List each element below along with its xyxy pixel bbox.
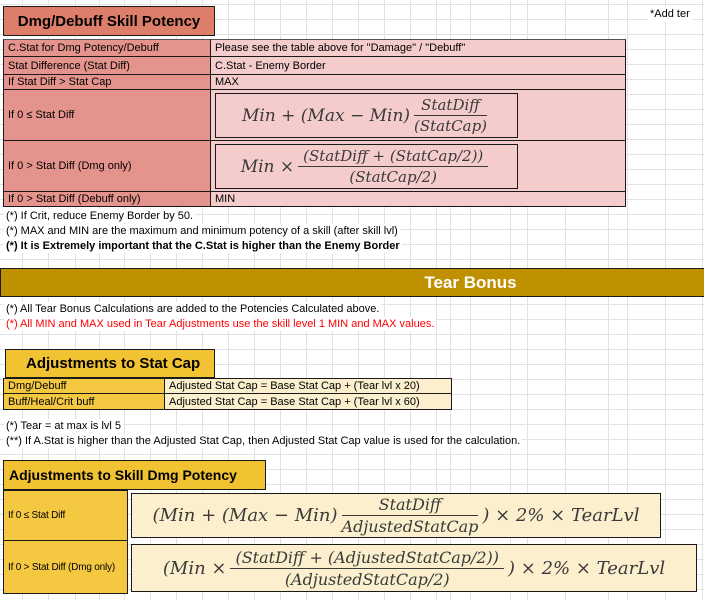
formula-adjusted-0-le-statdiff[interactable] <box>131 493 661 538</box>
cell-label-adj-if-0-gt-statdiff[interactable]: If 0 > Stat Diff (Dmg only) <box>3 541 128 594</box>
formula-prefix: (Min × <box>162 557 227 579</box>
cell-value-statdiff-gt-statcap[interactable]: MAX <box>211 75 626 90</box>
cell-label-statdiff-gt-statcap[interactable]: If Stat Diff > Stat Cap <box>3 75 211 90</box>
cell-value-adjusted-cap-60[interactable]: Adjusted Stat Cap = Base Stat Cap + (Tear lvl x 60) <box>165 394 452 410</box>
formula-adjusted-0-gt-statdiff[interactable] <box>131 544 697 592</box>
section-header-adjustments-stat-cap[interactable]: Adjustments to Stat Cap <box>5 349 215 378</box>
cell-note-add-tear[interactable]: *Add ter <box>650 8 690 20</box>
formula-suffix: ) × 2% × TearLvl <box>508 557 666 579</box>
note-tear-min-max-red[interactable]: (*) All MIN and MAX used in Tear Adjustments use the skill level 1 MIN and MAX values. <box>6 318 435 330</box>
cell-label-adj-if-0-le-statdiff[interactable]: If 0 ≤ Stat Diff <box>3 490 128 541</box>
formula-fraction: $\frac{\text{StatDiff}}{\text{AdjustedStatCap}}$ <box>341 495 479 536</box>
formula-fraction: $\frac{\text{(StatDiff + (AdjustedStatCap/2))}}{\text{(AdjustedStatCap/2)}}$ <box>230 548 504 589</box>
cell-value-adjusted-cap-20[interactable]: Adjusted Stat Cap = Base Stat Cap + (Tear lvl x 20) <box>165 378 452 394</box>
cell-label-if-0-gt-statdiff-debuff[interactable]: If 0 > Stat Diff (Debuff only) <box>3 192 211 207</box>
formula-potency-0-gt-statdiff[interactable] <box>215 144 518 189</box>
cell-label-if-0-le-statdiff[interactable]: If 0 ≤ Stat Diff <box>3 90 211 141</box>
section-header-dmg-debuff-skill-potency[interactable]: Dmg/Debuff Skill Potency <box>3 6 215 36</box>
note-cstat-importance[interactable]: (*) It is Extremely important that the C.Stat is higher than the Enemy Border <box>6 240 400 252</box>
cell-label-cstat-for-dmg[interactable]: C.Stat for Dmg Potency/Debuff <box>3 39 211 57</box>
section-header-adjustments-skill-dmg[interactable]: Adjustments to Skill Dmg Potency <box>3 460 266 490</box>
cell-label-if-0-gt-statdiff-dmg[interactable]: If 0 > Stat Diff (Dmg only) <box>3 141 211 192</box>
cell-value-if-0-gt-statdiff-debuff[interactable]: MIN <box>211 192 626 207</box>
cell-label-stat-difference[interactable]: Stat Difference (Stat Diff) <box>3 57 211 75</box>
formula-potency-0-le-statdiff[interactable] <box>215 93 518 138</box>
note-crit-enemy-border[interactable]: (*) If Crit, reduce Enemy Border by 50. <box>6 210 194 222</box>
section-header-tear-bonus[interactable]: Tear Bonus <box>0 268 704 297</box>
cell-label-dmg-debuff[interactable]: Dmg/Debuff <box>3 378 165 394</box>
formula-prefix: Min + (Max − Min) <box>241 105 411 126</box>
formula-prefix: (Min + (Max − Min) <box>152 505 338 526</box>
note-astat-higher[interactable]: (**) If A.Stat is higher than the Adjusted Stat Cap, then Adjusted Stat Cap value is used for the calculation. <box>6 435 521 447</box>
note-tear-bonus-added[interactable]: (*) All Tear Bonus Calculations are added to the Potencies Calculated above. <box>6 303 380 315</box>
cell-label-buff-heal-crit[interactable]: Buff/Heal/Crit buff <box>3 394 165 410</box>
formula-prefix: Min × <box>240 156 295 177</box>
formula-suffix: ) × 2% × TearLvl <box>482 505 640 526</box>
cell-value-cstat-for-dmg[interactable]: Please see the table above for "Damage" / "Debuff" <box>211 39 626 57</box>
note-tear-max-lvl5[interactable]: (*) Tear = at max is lvl 5 <box>6 420 122 432</box>
formula-fraction: $\frac{\text{(StatDiff + (StatCap/2))}}{\text{(StatCap/2)}}$ <box>298 147 488 186</box>
note-max-min-definition[interactable]: (*) MAX and MIN are the maximum and minimum potency of a skill (after skill lvl) <box>6 225 398 237</box>
formula-fraction: $\frac{\text{StatDiff}}{\text{(StatCap)}}$ <box>414 96 488 135</box>
cell-value-stat-difference[interactable]: C.Stat - Enemy Border <box>211 57 626 75</box>
